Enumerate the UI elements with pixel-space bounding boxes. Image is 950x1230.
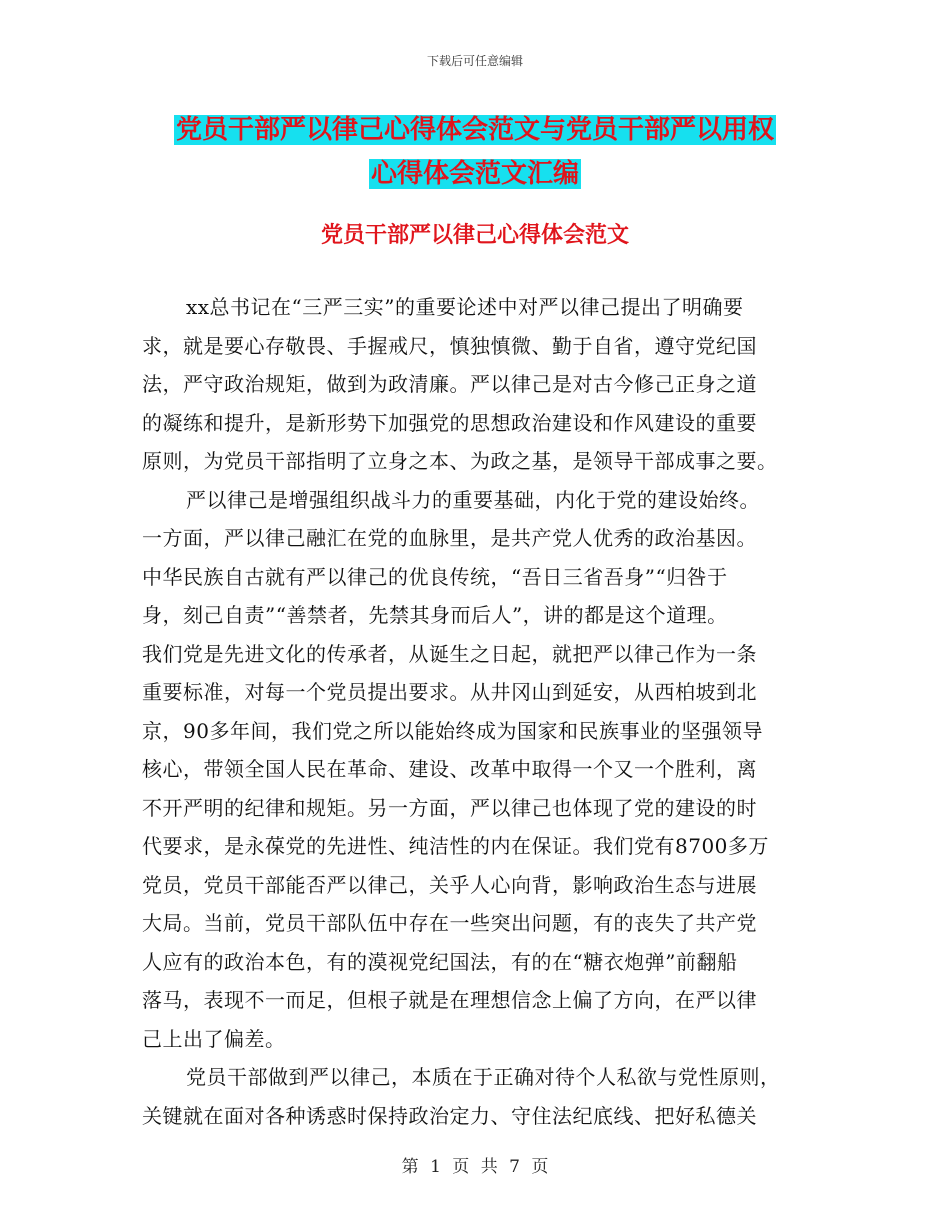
body-line: 我们党是先进文化的传承者，从诞生之日起，就把严以律己作为一条 [142,641,757,666]
body-line: 严以律己是增强组织战斗力的重要基础，内化于党的建设始终。 [186,487,760,512]
body-line: 京，90多年间，我们党之所以能始终成为国家和民族事业的坚强领导 [142,718,763,743]
body-line: 人应有的政治本色，有的漠视党纪国法，有的在“糖衣炮弹”前翻船 [142,949,738,974]
document-body [142,288,810,1135]
page-header-note: 下载后可任意编辑 [426,54,523,68]
document-title-line-2 [0,156,950,192]
document-title-line-1 [0,112,950,148]
page-number-footer: 第 1 页 共 7 页 [401,1157,549,1177]
body-line: 求，就是要心存敬畏、手握戒尺，慎独慎微、勤于自省，遵守党纪国 [142,333,757,358]
section-heading: 党员干部严以律己心得体会范文 [320,223,629,248]
body-line: 代要求，是永葆党的先进性、纯洁性的内在保证。我们党有8700多万 [142,834,769,858]
body-line: 己上出了偏差。 [142,1026,286,1051]
body-line: 关键就在面对各种诱惑时保持政治定力、守住法纪底线、把好私德关 [142,1103,757,1128]
body-line: 不开严明的纪律和规矩。另一方面，严以律己也体现了党的建设的时 [142,795,757,820]
body-line: 党员干部做到严以律己，本质在于正确对待个人私欲与党性原则， [186,1065,781,1089]
body-line: 原则，为党员干部指明了立身之本、为政之基，是领导干部成事之要。 [142,449,778,473]
body-line: 一方面，严以律己融汇在党的血脉里，是共产党人优秀的政治基因。 [142,526,757,550]
body-line: 身，刻己自责”“善禁者，先禁其身而后人”，讲的都是这个道理。 [142,603,728,627]
body-line: xx总书记在“三严三实”的重要论述中对严以律己提出了明确要 [186,295,744,319]
title-highlight-1: 党员干部严以律己心得体会范文与党员干部严以用权 [175,115,774,145]
title-highlight-2: 心得体会范文汇编 [370,159,579,189]
body-line: 核心，带领全国人民在革命、建设、改革中取得一个又一个胜利，离 [142,757,757,781]
body-line: 法，严守政治规矩，做到为政清廉。严以律己是对古今修己正身之道 [142,372,757,396]
body-line: 落马，表现不一而足，但根子就是在理想信念上偏了方向，在严以律 [142,988,757,1012]
body-line: 重要标准，对每一个党员提出要求。从井冈山到延安，从西柏坡到北 [142,680,757,704]
body-line: 大局。当前，党员干部队伍中存在一些突出问题，有的丧失了共产党 [142,911,757,935]
body-line: 党员，党员干部能否严以律己，关乎人心向背，影响政治生态与进展 [142,872,757,897]
body-line: 的凝练和提升，是新形势下加强党的思想政治建设和作风建设的重要 [142,410,757,435]
body-line: 中华民族自古就有严以律己的优良传统，“吾日三省吾身”“归咎于 [142,564,728,589]
